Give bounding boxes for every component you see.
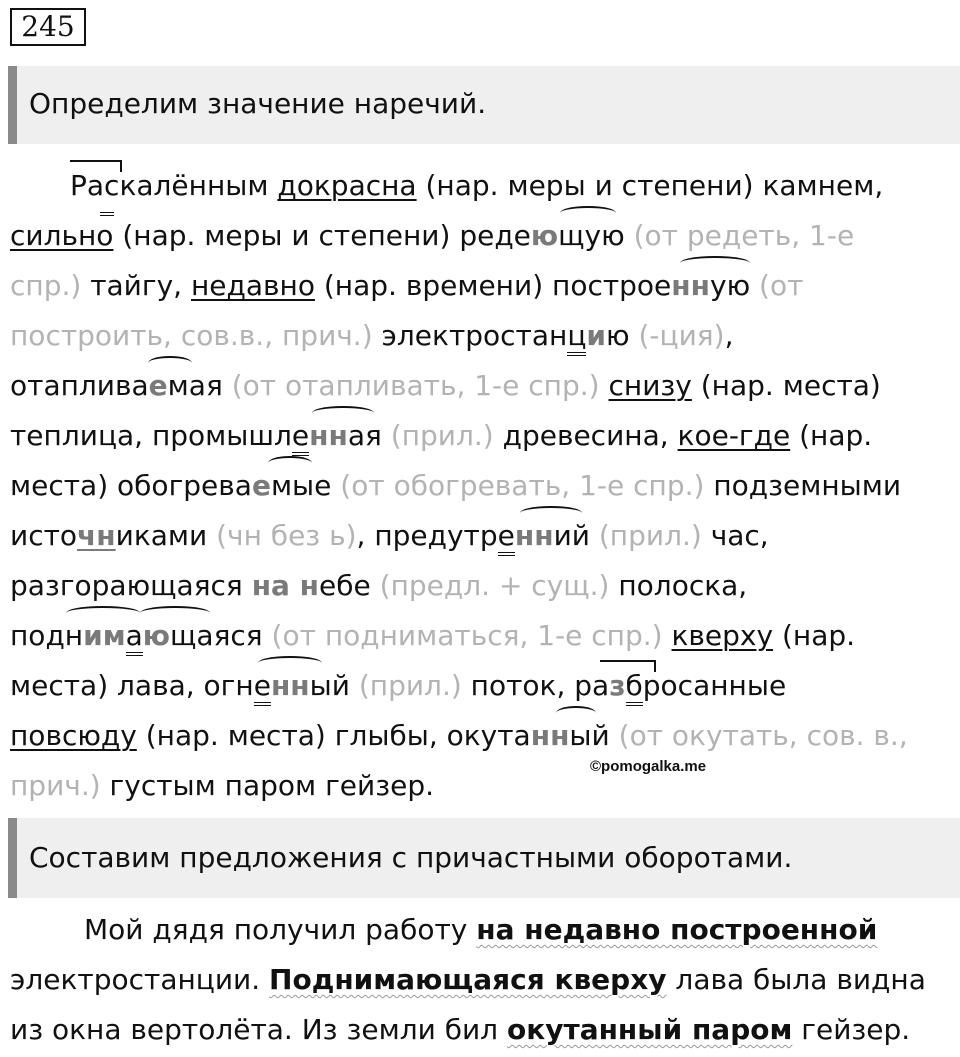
text: тайгу, [81,269,191,302]
double-n: нн [270,669,310,702]
grammar-note: (прил.) [390,419,494,452]
grammar-note: прич.) [10,769,101,802]
text-line-6 [10,410,950,462]
grammar-note: (-ция) [638,319,725,352]
text: подн [10,619,84,652]
sentence-line-2 [10,954,950,1006]
letter-e: е [254,669,271,706]
participial-phrase: на недавно построенной [476,913,878,946]
text-line-13 [10,760,950,812]
prefix-mark [70,160,122,172]
text: электростанции. [10,963,270,996]
text: Мой дядя получил работу [84,913,477,946]
text-line-9 [10,560,950,612]
sentence-line-1 [10,904,950,956]
grammar-note: (от окутать, сов. в., [618,719,908,752]
letter-b: б [626,669,643,706]
task-heading-2-text: Составим предложения с причастными оборотами. [29,841,793,874]
participial-phrase: Поднимающаяся кверху [269,963,667,996]
participial-phrase: окутанный паром [506,1013,793,1046]
adverb-povsyudu: повсюду [10,719,137,752]
letters-chn: чн [77,519,116,552]
adverb-snizu: снизу [608,369,692,402]
text: полоска, [609,569,748,602]
prefix-mark [600,660,656,672]
text: ебе [319,569,380,602]
text: гейзер. [792,1013,911,1046]
text-line-11 [10,660,950,712]
letter-i: и [586,319,607,352]
text: ый [309,669,359,702]
grammar-note: (от отапливать, 1-е спр.) [231,369,600,402]
text: ую [710,269,760,302]
adverb-kverkhu: кверху [671,619,774,652]
text-line-5 [10,360,950,412]
grammar-note: (от редеть, 1-е [633,219,855,252]
text: (нар. [790,419,873,452]
text-line-10 [10,610,950,662]
text: из окна вертолёта. Из земли бил [10,1013,507,1046]
suffix-vowel: е [251,469,271,502]
text [663,619,672,652]
double-n: нн [309,419,348,452]
root-letters: им [83,619,126,652]
adverb-nedavno: недавно [190,269,315,302]
text: лава была видна [666,963,926,996]
grammar-note: (от обогревать, 1-е спр.) [340,469,705,502]
ending-letter: ю [530,219,559,252]
letter-e: е [292,419,309,456]
task-heading-1-text: Определим значение наречий. [29,87,487,120]
text: места) обогрева [10,469,252,502]
text-line-3 [10,260,950,312]
text: (нар. места) [691,369,881,402]
double-n: нн [530,719,570,752]
letter-z: з [609,669,626,702]
double-n: нн [514,519,554,552]
adverb-dokrasna: докрасна [277,169,417,202]
text-line-2 [10,210,950,262]
text: поток, [461,669,575,702]
text: ая [347,419,391,452]
text-line-1 [10,160,950,212]
grammar-note: (прил.) [358,669,462,702]
text: час, [701,519,769,552]
letter-a: а [126,619,143,656]
adverb-silno: сильно [10,219,114,252]
text: росанные [642,669,787,702]
text: щую [558,219,634,252]
grammar-note: (предл. + сущ.) [379,569,610,602]
exercise-number: 245 [10,8,86,46]
text: места) лава, огн [10,669,254,702]
suffix-vowel: е [148,369,168,402]
text: древесина, [493,419,678,452]
text: исто [10,519,78,552]
text: щаяся [170,619,272,652]
prefix-ra: ра [574,669,610,702]
double-n: нн [671,269,710,302]
text: (нар. места) глыбы, окута [136,719,531,752]
text: мая [167,369,232,402]
word-raskalennym: Раскал [70,169,172,202]
text: , предутр [356,519,498,552]
suffix-letter: ю [142,619,171,652]
text: ый [569,719,619,752]
grammar-note: (прил.) [598,519,702,552]
text: электростан [372,319,568,352]
word-part: ённым [171,169,278,202]
letter-ts: ц [567,319,586,356]
text: теплица, промышл [10,419,292,452]
text: (нар. времени) построе [314,269,672,302]
text [600,369,609,402]
grammar-note: (чн без ь) [216,519,357,552]
text: ю [606,319,639,352]
preposition-na: на н [251,569,320,602]
text: (нар. меры и степени) реде [113,219,531,252]
text-line-8 [10,510,950,562]
watermark: ©pomogalka.me [590,758,707,775]
task-heading-2 [8,818,960,898]
text: (нар. меры и степени) камнем, [416,169,884,202]
prefix-ras: Рас [70,169,120,202]
text-line-12 [10,710,950,762]
sentence-line-3 [10,1004,950,1056]
task-heading-1 [8,66,960,144]
text-line-7 [10,460,950,512]
text: иками [115,519,217,552]
text: подземными [704,469,902,502]
text: отаплива [10,369,149,402]
text: , [724,319,734,352]
text: густым паром гейзер. [100,769,434,802]
text: ий [553,519,599,552]
grammar-note: построить, сов.в., прич.) [10,319,373,352]
letter-e: е [498,519,515,556]
text: разгорающаяся [10,569,252,602]
text: мые [270,469,341,502]
text: (нар. [773,619,856,652]
adverb-koe-gde: кое-где [677,419,791,452]
grammar-note: спр.) [10,269,82,302]
grammar-note: (от подниматься, 1-е спр.) [271,619,663,652]
text-line-4 [10,310,950,362]
grammar-note: (от [759,269,804,302]
